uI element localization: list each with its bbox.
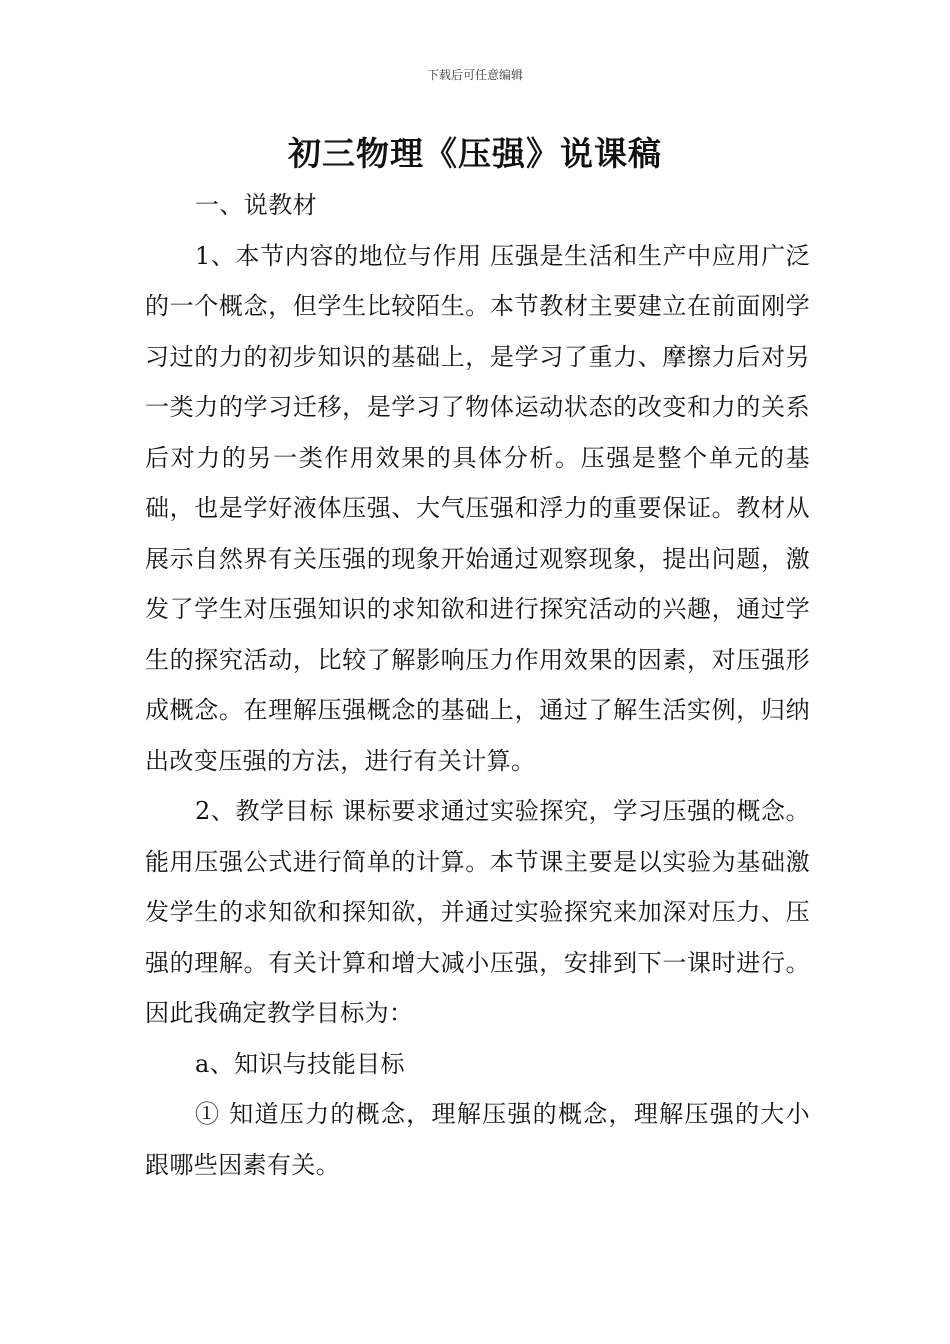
- document-body: [145, 180, 810, 1190]
- section-heading: 一、说教材: [195, 191, 317, 219]
- paragraph-teaching-goals: 2、教学目标 课标要求通过实验探究，学习压强的概念。能用压强公式进行简单的计算。本节课主要是以实验为基础激发学生的求知欲和探知欲，并通过实验探究来加深对压力、压强的理解。有关计算和增大减小压强，安排到下一课时进行。因此我确定教学目标为：: [145, 797, 810, 1027]
- paragraph-status-and-role: 1、本节内容的地位与作用 压强是生活和生产中应用广泛的一个概念，但学生比较陌生。本节教材主要建立在前面刚学习过的力的初步知识的基础上，是学习了重力、摩擦力后对另一类力的学习迁移，是学习了物体运动状态的改变和力的关系后对力的另一类作用效果的具体分析。压强是整个单元的基础，也是学好液体压强、大气压强和浮力的重要保证。教材从展示自然界有关压强的现象开始通过观察现象，提出问题，激发了学生对压强知识的求知欲和进行探究活动的兴趣，通过学生的探究活动，比较了解影响压力作用效果的因素，对压强形成概念。在理解压强概念的基础上，通过了解生活实例，归纳出改变压强的方法，进行有关计算。: [145, 241, 810, 775]
- list-item-goal-1: ① 知道压力的概念，理解压强的概念，理解压强的大小跟哪些因素有关。: [145, 1100, 810, 1179]
- document-title: 初三物理《压强》说课稿: [288, 134, 662, 173]
- subheading-knowledge-skills: a、知识与技能目标: [195, 1049, 405, 1078]
- page-header: 下载后可任意编辑: [426, 68, 523, 82]
